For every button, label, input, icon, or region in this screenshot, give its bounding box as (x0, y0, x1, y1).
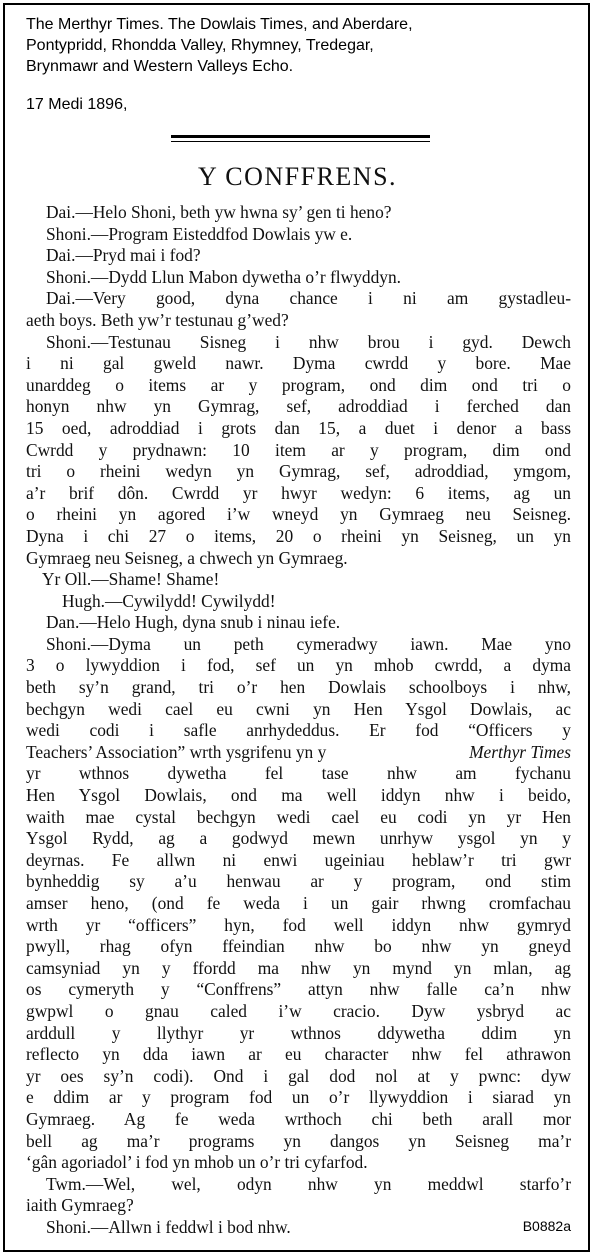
article-line: wedi codi i safle anrhydeddus. Er fod “Officers y (26, 720, 571, 741)
article-line: unarddeg o items ar y program, ond dim ond tri o (26, 374, 571, 395)
article-line: ‘gân agoriadol’ i fod yn mhob un o’r tri cyfarfod. (26, 1152, 368, 1173)
masthead (26, 14, 546, 77)
article-line: aeth boys. Beth yw’r testunau g’wed? (26, 309, 289, 330)
title-rule-thin (171, 141, 430, 142)
article-line: yr wthnos dywetha fel tase nhw am fychanu (26, 763, 571, 784)
article-line: arddull y llythyr yr wthnos ddywetha ddim yn (26, 1022, 571, 1043)
article-line: Hugh.—Cywilydd! Cywilydd! (62, 590, 276, 611)
article-line: o rheini yn agored i’w wneyd yn Gymraeg neu Seisneg. (26, 504, 571, 525)
article-line: e ddim ar y program fod un o’r llywyddion i siarad yn (26, 1087, 571, 1108)
article-line: Dai.—Helo Shoni, beth yw hwna sy’ gen ti heno? (46, 202, 392, 222)
article-line: Dyna i chi 27 o items, 20 o rheini yn Seisneg, un yn (26, 525, 571, 546)
article-line: Twm.—Wel, wel, odyn nhw yn meddwl starfo’r (46, 1173, 571, 1194)
masthead-line: The Merthyr Times. The Dowlais Times, and Aberdare, (26, 16, 413, 33)
article-line: Yr Oll.—Shame! Shame! (42, 569, 220, 590)
article-line: 3 o lywyddion i fod, sef un yn mhob cwrdd, a dyma (26, 655, 571, 676)
article-title: Y CONFFRENS. (197, 162, 398, 191)
article-line: Dai.—Very good, dyna chance i ni am gystadleu- (46, 288, 571, 309)
article-line: yr oes sy’n codi). Ond i gal dod nol at y pwnc: dyw (26, 1065, 571, 1086)
article-line: Ysgol Rydd, ag a godwyd mewn unrhyw ysgol yn y (26, 828, 571, 849)
article-line-part: Teachers’ Association” wrth ysgrifenu yn y (26, 741, 327, 762)
article-line: Shoni.—Testunau Sisneg i nhw brou i gyd. Dewch (46, 331, 571, 352)
article-line: Hen Ysgol Dowlais, ond ma well iddyn nhw i beido, (26, 785, 571, 806)
title-rule-thick (171, 135, 430, 138)
article-line: reflecto yn dda iawn ar eu character nhw fel athrawon (26, 1044, 571, 1065)
article-line: wrth yr “officers” hyn, fod well iddyn nhw gymryd (26, 914, 571, 935)
article-line: honyn nhw yn Gymrag, sef, adroddiad i ferched dan (26, 396, 571, 417)
article-line: Shoni.—Dydd Llun Mabon dywetha o’r flwyddyn. (46, 266, 402, 287)
article-line: tri o rheini wedyn yn Gymrag, sef, adroddiad, ymgom, (26, 461, 571, 482)
article-line: gwpwl o gnau caled i’w cracio. Dyw ysbryd ac (26, 1000, 571, 1021)
article-line: i ni gal gweld nawr. Dyma cwrdd y bore. Mae (26, 353, 571, 374)
masthead-line: Brynmawr and Western Valleys Echo. (26, 58, 294, 75)
article-line: Cwrdd y prydnawn: 10 item ar y program, dim ond (26, 439, 571, 460)
article-line: waith mae cystal bechgyn wedi cael eu codi yn yr Hen (26, 806, 571, 827)
article-line: Shoni.—Program Eisteddfod Dowlais yw e. (46, 223, 353, 244)
publication-date: 17 Medi 1896, (26, 96, 128, 113)
article-line: bechgyn wedi cael eu cwni yn Hen Ysgol Dowlais, ac (26, 698, 571, 719)
article-line: Dai.—Pryd mai i fod? (46, 245, 201, 266)
article-line: Gymraeg. Ag fe weda wrthoch chi beth arall mor (26, 1108, 571, 1129)
article-line: iaith Gymraeg? (26, 1195, 134, 1216)
article-line: os cymeryth y “Conffrens” attyn nhw falle ca’n nhw (26, 979, 571, 1000)
newspaper-name: Merthyr Times (469, 741, 571, 762)
article-line: Shoni.—Dyma un peth cymeradwy iawn. Mae yno (46, 633, 571, 654)
article-line: a’r brif dôn. Cwrdd yr hwyr wedyn: 6 items, ag un (26, 482, 571, 503)
article-body (26, 202, 571, 1239)
article-line: bynheddig sy a’u henwau ar y program, ond stim (26, 871, 571, 892)
article-line: Dan.—Helo Hugh, dyna snub i ninau iefe. (46, 612, 341, 633)
masthead-line: Pontypridd, Rhondda Valley, Rhymney, Tredegar, (26, 37, 374, 54)
article-line: beth sy’n grand, tri o’r hen Dowlais schoolboys i nhw, (26, 677, 571, 698)
article-line: pwyll, rhag ofyn ffeindian nhw bo nhw yn gneyd (26, 936, 571, 957)
article-line: 15 oed, adroddiad i grots dan 15, a duet i denor a bass (26, 417, 571, 438)
article-line: amser heno, (ond fe weda i un gair rhwng cromfachau (26, 893, 571, 913)
article-line: deyrnas. Fe allwn ni enwi ugeiniau heblaw’r tri gwr (26, 849, 571, 870)
archive-reference: B0882a (522, 1218, 571, 1234)
article-line: bell ag ma’r programs yn dangos yn Seisneg ma’r (26, 1130, 571, 1151)
article-line: camsyniad yn y ffordd ma nhw yn mynd yn mlan, ag (26, 957, 571, 978)
article-line: Gymraeg neu Seisneg, a chwech yn Gymraeg. (26, 547, 348, 568)
article-line: Shoni.—Allwn i feddwl i bod nhw. (46, 1216, 291, 1237)
article-line (26, 742, 571, 764)
